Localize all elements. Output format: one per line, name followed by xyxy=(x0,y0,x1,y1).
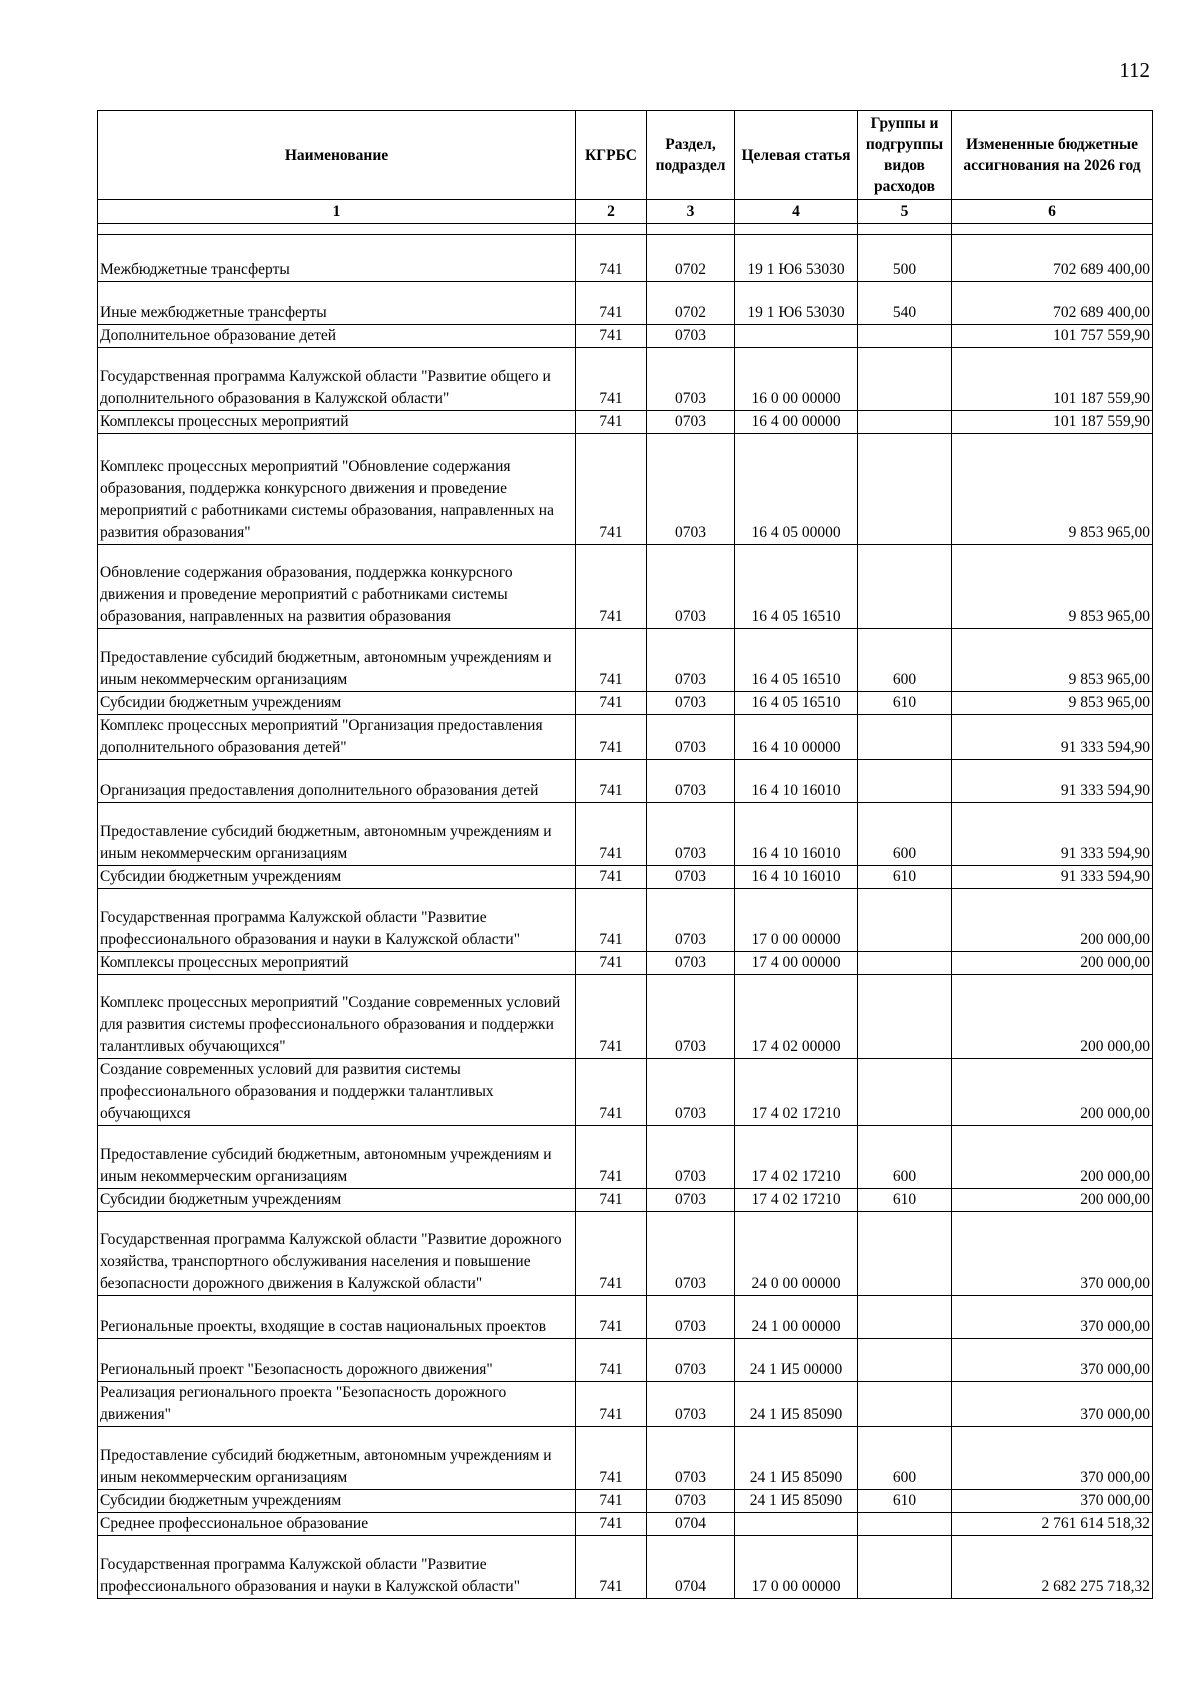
table-row xyxy=(98,1126,1153,1189)
row-amount: 101 187 559,90 xyxy=(952,348,1153,411)
row-group xyxy=(858,434,952,545)
row-name: Субсидии бюджетным учреждениям xyxy=(98,692,576,715)
table-row xyxy=(98,545,1153,629)
row-section: 0703 xyxy=(647,348,735,411)
row-section: 0704 xyxy=(647,1513,735,1536)
row-target: 16 0 00 00000 xyxy=(735,348,858,411)
row-section: 0703 xyxy=(647,692,735,715)
table-row xyxy=(98,1296,1153,1339)
row-amount: 200 000,00 xyxy=(952,889,1153,952)
row-target: 24 1 И5 85090 xyxy=(735,1427,858,1490)
row-name: Государственная программа Калужской области "Развитие профессионального образования и науки в Калужской области" xyxy=(98,1536,576,1599)
row-target: 24 1 И5 00000 xyxy=(735,1339,858,1382)
row-kgrbs: 741 xyxy=(576,952,647,975)
row-group xyxy=(858,1382,952,1427)
row-name: Предоставление субсидий бюджетным, автономным учреждениям и иным некоммерческим организациям xyxy=(98,803,576,866)
row-name: Предоставление субсидий бюджетным, автономным учреждениям и иным некоммерческим организациям xyxy=(98,1427,576,1490)
table-row xyxy=(98,1189,1153,1212)
row-section: 0703 xyxy=(647,975,735,1059)
row-name: Дополнительное образование детей xyxy=(98,325,576,348)
row-target: 16 4 05 16510 xyxy=(735,545,858,629)
row-target: 17 0 00 00000 xyxy=(735,889,858,952)
row-kgrbs: 741 xyxy=(576,545,647,629)
header-amount: Измененные бюджетные ассигнования на 2026 год xyxy=(952,111,1153,200)
row-group xyxy=(858,348,952,411)
row-kgrbs: 741 xyxy=(576,1296,647,1339)
table-row xyxy=(98,975,1153,1059)
row-section: 0703 xyxy=(647,1296,735,1339)
row-name: Межбюджетные трансферты xyxy=(98,235,576,282)
row-group xyxy=(858,1212,952,1296)
row-name: Предоставление субсидий бюджетным, автономным учреждениям и иным некоммерческим организациям xyxy=(98,629,576,692)
row-group: 600 xyxy=(858,803,952,866)
row-target: 19 1 Ю6 53030 xyxy=(735,282,858,325)
row-section: 0703 xyxy=(647,1212,735,1296)
row-amount: 200 000,00 xyxy=(952,1059,1153,1126)
row-section: 0703 xyxy=(647,803,735,866)
row-group: 540 xyxy=(858,282,952,325)
row-name: Комплексы процессных мероприятий xyxy=(98,411,576,434)
row-kgrbs: 741 xyxy=(576,282,647,325)
table-row xyxy=(98,1339,1153,1382)
row-target: 16 4 10 16010 xyxy=(735,760,858,803)
row-amount: 9 853 965,00 xyxy=(952,434,1153,545)
row-kgrbs: 741 xyxy=(576,1126,647,1189)
row-name: Иные межбюджетные трансферты xyxy=(98,282,576,325)
table-row xyxy=(98,1427,1153,1490)
row-name: Предоставление субсидий бюджетным, автономным учреждениям и иным некоммерческим организациям xyxy=(98,1126,576,1189)
row-target: 17 4 02 17210 xyxy=(735,1126,858,1189)
header-name: Наименование xyxy=(98,111,576,200)
row-amount: 200 000,00 xyxy=(952,1189,1153,1212)
row-section: 0703 xyxy=(647,889,735,952)
header-kgrbs: КГРБС xyxy=(576,111,647,200)
row-group xyxy=(858,1059,952,1126)
row-amount: 370 000,00 xyxy=(952,1382,1153,1427)
row-group xyxy=(858,952,952,975)
row-section: 0703 xyxy=(647,1427,735,1490)
row-amount: 91 333 594,90 xyxy=(952,715,1153,760)
header-number: 5 xyxy=(858,200,952,224)
row-name: Региональные проекты, входящие в состав национальных проектов xyxy=(98,1296,576,1339)
row-target: 24 1 00 00000 xyxy=(735,1296,858,1339)
row-section: 0703 xyxy=(647,1059,735,1126)
table-row xyxy=(98,715,1153,760)
row-group: 600 xyxy=(858,629,952,692)
row-section: 0703 xyxy=(647,1490,735,1513)
row-kgrbs: 741 xyxy=(576,1536,647,1599)
row-amount: 2 682 275 718,32 xyxy=(952,1536,1153,1599)
row-amount: 370 000,00 xyxy=(952,1490,1153,1513)
row-amount: 9 853 965,00 xyxy=(952,545,1153,629)
table-row xyxy=(98,866,1153,889)
table-row xyxy=(98,282,1153,325)
row-amount: 101 187 559,90 xyxy=(952,411,1153,434)
table-row xyxy=(98,1059,1153,1126)
row-amount: 9 853 965,00 xyxy=(952,692,1153,715)
row-amount: 370 000,00 xyxy=(952,1296,1153,1339)
row-section: 0703 xyxy=(647,629,735,692)
table-row xyxy=(98,1513,1153,1536)
row-target: 17 4 02 17210 xyxy=(735,1189,858,1212)
row-section: 0702 xyxy=(647,235,735,282)
header-row xyxy=(98,111,1153,200)
row-kgrbs: 741 xyxy=(576,1339,647,1382)
row-target: 17 4 00 00000 xyxy=(735,952,858,975)
row-group xyxy=(858,1296,952,1339)
table-body xyxy=(98,224,1153,1599)
row-group xyxy=(858,715,952,760)
row-group xyxy=(858,760,952,803)
row-name: Комплексы процессных мероприятий xyxy=(98,952,576,975)
budget-table xyxy=(97,110,1153,1599)
table-row xyxy=(98,1536,1153,1599)
row-target: 16 4 10 16010 xyxy=(735,803,858,866)
row-target: 17 0 00 00000 xyxy=(735,1536,858,1599)
row-name: Создание современных условий для развития системы профессионального образования и поддержки талантливых обучающихся xyxy=(98,1059,576,1126)
row-section: 0703 xyxy=(647,434,735,545)
row-amount: 702 689 400,00 xyxy=(952,282,1153,325)
row-target: 17 4 02 17210 xyxy=(735,1059,858,1126)
row-target: 19 1 Ю6 53030 xyxy=(735,235,858,282)
row-kgrbs: 741 xyxy=(576,715,647,760)
row-group: 610 xyxy=(858,866,952,889)
row-amount: 91 333 594,90 xyxy=(952,866,1153,889)
table-row xyxy=(98,434,1153,545)
row-amount: 2 761 614 518,32 xyxy=(952,1513,1153,1536)
row-amount: 702 689 400,00 xyxy=(952,235,1153,282)
header-section: Раздел, подраздел xyxy=(647,111,735,200)
table-row xyxy=(98,235,1153,282)
row-section: 0703 xyxy=(647,545,735,629)
row-kgrbs: 741 xyxy=(576,760,647,803)
row-amount: 101 757 559,90 xyxy=(952,325,1153,348)
row-group: 610 xyxy=(858,692,952,715)
row-group xyxy=(858,889,952,952)
row-section: 0703 xyxy=(647,1126,735,1189)
row-name: Комплекс процессных мероприятий "Организация предоставления дополнительного образования детей" xyxy=(98,715,576,760)
row-target: 24 1 И5 85090 xyxy=(735,1490,858,1513)
row-section: 0703 xyxy=(647,325,735,348)
row-target: 16 4 10 16010 xyxy=(735,866,858,889)
table-row xyxy=(98,952,1153,975)
row-section: 0703 xyxy=(647,1339,735,1382)
row-amount: 200 000,00 xyxy=(952,975,1153,1059)
row-kgrbs: 741 xyxy=(576,1189,647,1212)
header-target: Целевая статья xyxy=(735,111,858,200)
row-kgrbs: 741 xyxy=(576,629,647,692)
row-name: Комплекс процессных мероприятий "Обновление содержания образования, поддержка конкурсного движения и проведение мероприятий с работниками системы образования, направленных на развития образования" xyxy=(98,434,576,545)
row-section: 0703 xyxy=(647,1189,735,1212)
row-group xyxy=(858,1513,952,1536)
row-name: Государственная программа Калужской области "Развитие дорожного хозяйства, транспортного обслуживания населения и повышение безопасности дорожного движения в Калужской области" xyxy=(98,1212,576,1296)
row-section: 0703 xyxy=(647,760,735,803)
header-number: 2 xyxy=(576,200,647,224)
row-name: Комплекс процессных мероприятий "Создание современных условий для развития системы профессионального образования и поддержки талантливых обучающихся" xyxy=(98,975,576,1059)
row-group xyxy=(858,1536,952,1599)
row-kgrbs: 741 xyxy=(576,1490,647,1513)
row-group xyxy=(858,545,952,629)
table-row xyxy=(98,692,1153,715)
row-section: 0703 xyxy=(647,952,735,975)
row-kgrbs: 741 xyxy=(576,1427,647,1490)
row-group: 500 xyxy=(858,235,952,282)
row-group xyxy=(858,1339,952,1382)
row-amount: 91 333 594,90 xyxy=(952,760,1153,803)
row-section: 0703 xyxy=(647,866,735,889)
row-amount: 200 000,00 xyxy=(952,1126,1153,1189)
row-group xyxy=(858,411,952,434)
row-name: Субсидии бюджетным учреждениям xyxy=(98,1189,576,1212)
table-row xyxy=(98,629,1153,692)
row-target: 16 4 05 16510 xyxy=(735,629,858,692)
row-kgrbs: 741 xyxy=(576,866,647,889)
table-row xyxy=(98,1212,1153,1296)
row-name: Реализация регионального проекта "Безопасность дорожного движения" xyxy=(98,1382,576,1427)
table-row xyxy=(98,803,1153,866)
row-kgrbs: 741 xyxy=(576,325,647,348)
row-kgrbs: 741 xyxy=(576,1513,647,1536)
row-kgrbs: 741 xyxy=(576,1382,647,1427)
row-amount: 370 000,00 xyxy=(952,1212,1153,1296)
table-row xyxy=(98,760,1153,803)
spacer-row xyxy=(98,224,1153,235)
row-section: 0703 xyxy=(647,411,735,434)
row-kgrbs: 741 xyxy=(576,803,647,866)
row-section: 0704 xyxy=(647,1536,735,1599)
row-kgrbs: 741 xyxy=(576,348,647,411)
header-number: 4 xyxy=(735,200,858,224)
table-row xyxy=(98,1490,1153,1513)
row-group xyxy=(858,325,952,348)
row-amount: 91 333 594,90 xyxy=(952,803,1153,866)
row-amount: 200 000,00 xyxy=(952,952,1153,975)
row-name: Государственная программа Калужской области "Развитие профессионального образования и науки в Калужской области" xyxy=(98,889,576,952)
table-row xyxy=(98,348,1153,411)
row-group: 610 xyxy=(858,1490,952,1513)
row-amount: 370 000,00 xyxy=(952,1339,1153,1382)
row-name: Субсидии бюджетным учреждениям xyxy=(98,1490,576,1513)
row-group xyxy=(858,975,952,1059)
row-target xyxy=(735,1513,858,1536)
row-amount: 370 000,00 xyxy=(952,1427,1153,1490)
row-target: 16 4 05 16510 xyxy=(735,692,858,715)
row-amount: 9 853 965,00 xyxy=(952,629,1153,692)
page-number: 112 xyxy=(1119,58,1150,82)
row-group: 600 xyxy=(858,1126,952,1189)
table-row xyxy=(98,411,1153,434)
row-kgrbs: 741 xyxy=(576,1059,647,1126)
header-number: 3 xyxy=(647,200,735,224)
table-row xyxy=(98,889,1153,952)
row-target: 16 4 00 00000 xyxy=(735,411,858,434)
row-name: Организация предоставления дополнительного образования детей xyxy=(98,760,576,803)
row-section: 0703 xyxy=(647,715,735,760)
row-kgrbs: 741 xyxy=(576,975,647,1059)
row-kgrbs: 741 xyxy=(576,1212,647,1296)
row-name: Региональный проект "Безопасность дорожного движения" xyxy=(98,1339,576,1382)
row-kgrbs: 741 xyxy=(576,692,647,715)
row-kgrbs: 741 xyxy=(576,434,647,545)
header-group: Группы и подгруппы видов расходов xyxy=(858,111,952,200)
row-target: 16 4 10 00000 xyxy=(735,715,858,760)
row-name: Среднее профессиональное образование xyxy=(98,1513,576,1536)
row-group: 600 xyxy=(858,1427,952,1490)
row-target xyxy=(735,325,858,348)
row-name: Обновление содержания образования, поддержка конкурсного движения и проведение мероприятий с работниками системы образования, направленных на развития образования xyxy=(98,545,576,629)
row-name: Государственная программа Калужской области "Развитие общего и дополнительного образования в Калужской области" xyxy=(98,348,576,411)
header-number: 1 xyxy=(98,200,576,224)
table-row xyxy=(98,325,1153,348)
header-number: 6 xyxy=(952,200,1153,224)
row-kgrbs: 741 xyxy=(576,411,647,434)
row-kgrbs: 741 xyxy=(576,235,647,282)
header-numbers-row xyxy=(98,200,1153,224)
row-target: 24 1 И5 85090 xyxy=(735,1382,858,1427)
row-target: 16 4 05 00000 xyxy=(735,434,858,545)
table-row xyxy=(98,1382,1153,1427)
row-section: 0703 xyxy=(647,1382,735,1427)
row-target: 17 4 02 00000 xyxy=(735,975,858,1059)
row-name: Субсидии бюджетным учреждениям xyxy=(98,866,576,889)
row-kgrbs: 741 xyxy=(576,889,647,952)
row-target: 24 0 00 00000 xyxy=(735,1212,858,1296)
row-group: 610 xyxy=(858,1189,952,1212)
row-section: 0702 xyxy=(647,282,735,325)
